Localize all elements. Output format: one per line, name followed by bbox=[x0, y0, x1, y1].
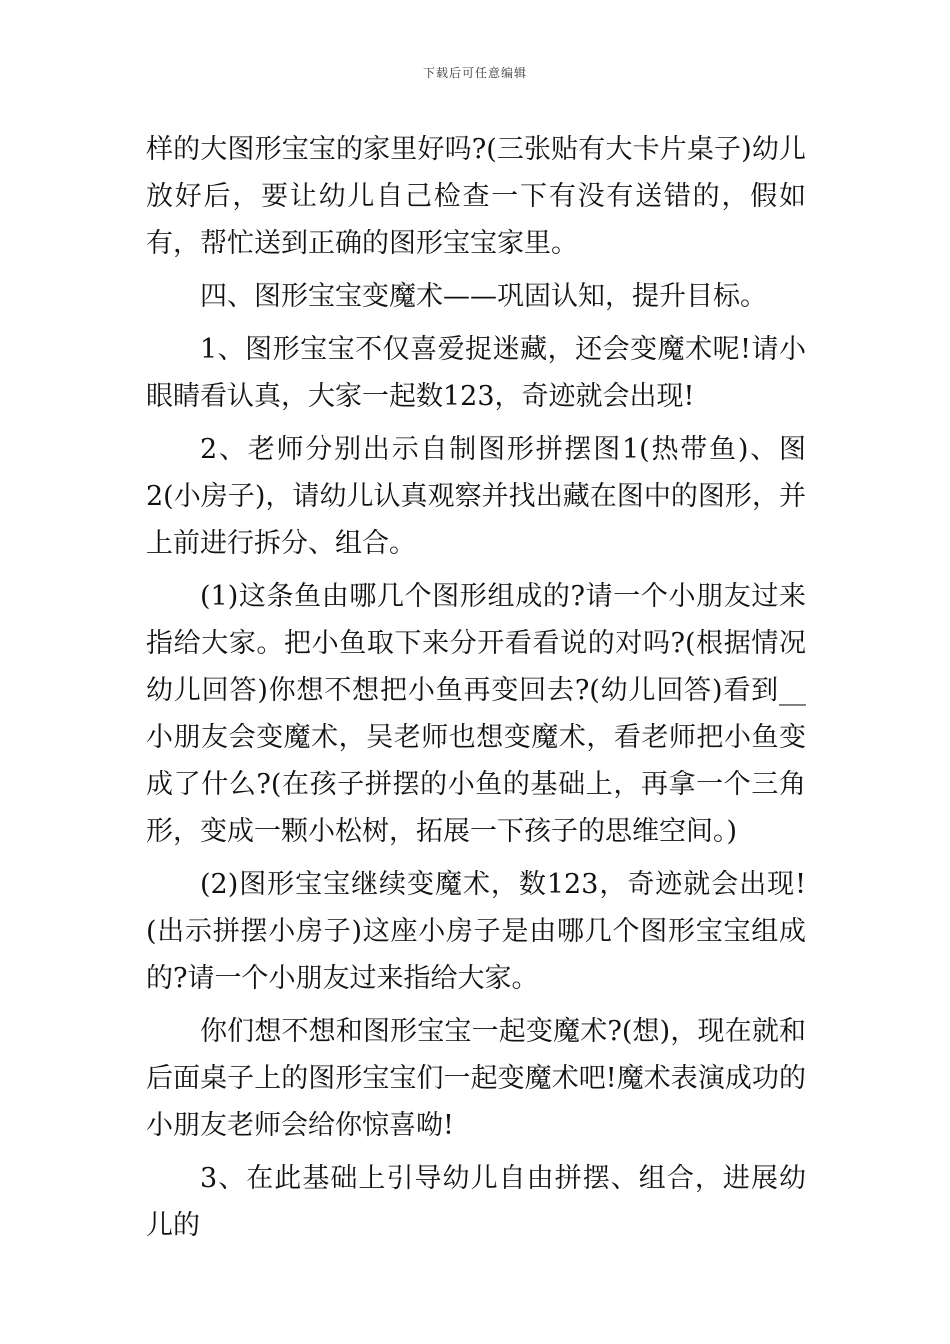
section-heading: 四、图形宝宝变魔术——巩固认知，提升目标。 bbox=[200, 281, 767, 312]
paragraph: 你们想不想和图形宝宝一起变魔术?(想)，现在就和后面桌子上的图形宝宝们一起变魔术吧!魔术表演成功的小朋友老师会给你惊喜呦! bbox=[146, 1016, 806, 1141]
paragraph: (1)这条鱼由哪几个图形组成的?请一个小朋友过来指给大家。把小鱼取下来分开看看说的对吗?(根据情况幼儿回答)你想不想把小鱼再变回去?(幼儿回答)看到__小朋友会变魔术，吴老师也想变魔术，看老师把小鱼变成了什么?(在孩子拼摆的小鱼的基础上，再拿一个三角形，变成一颗小松树，拓展一下孩子的思维空间。) bbox=[146, 581, 806, 847]
paragraph: 样的大图形宝宝的家里好吗?(三张贴有大卡片桌子)幼儿放好后，要让幼儿自己检查一下有没有送错的，假如有，帮忙送到正确的图形宝宝家里。 bbox=[146, 134, 806, 259]
paragraph: 3、在此基础上引导幼儿自由拼摆、组合，进展幼儿的 bbox=[146, 1163, 806, 1241]
paragraph: 2、老师分别出示自制图形拼摆图1(热带鱼)、图2(小房子)，请幼儿认真观察并找出藏在图中的图形，并上前进行拆分、组合。 bbox=[146, 434, 806, 559]
paragraph: (2)图形宝宝继续变魔术，数123，奇迹就会出现!(出示拼摆小房子)这座小房子是由哪几个图形宝宝组成的?请一个小朋友过来指给大家。 bbox=[146, 869, 806, 994]
page-header-note: 下载后可任意编辑 bbox=[422, 66, 527, 80]
document-body bbox=[146, 126, 806, 1255]
paragraph: 1、图形宝宝不仅喜爱捉迷藏，还会变魔术呢!请小眼睛看认真，大家一起数123，奇迹就会出现! bbox=[146, 334, 806, 412]
